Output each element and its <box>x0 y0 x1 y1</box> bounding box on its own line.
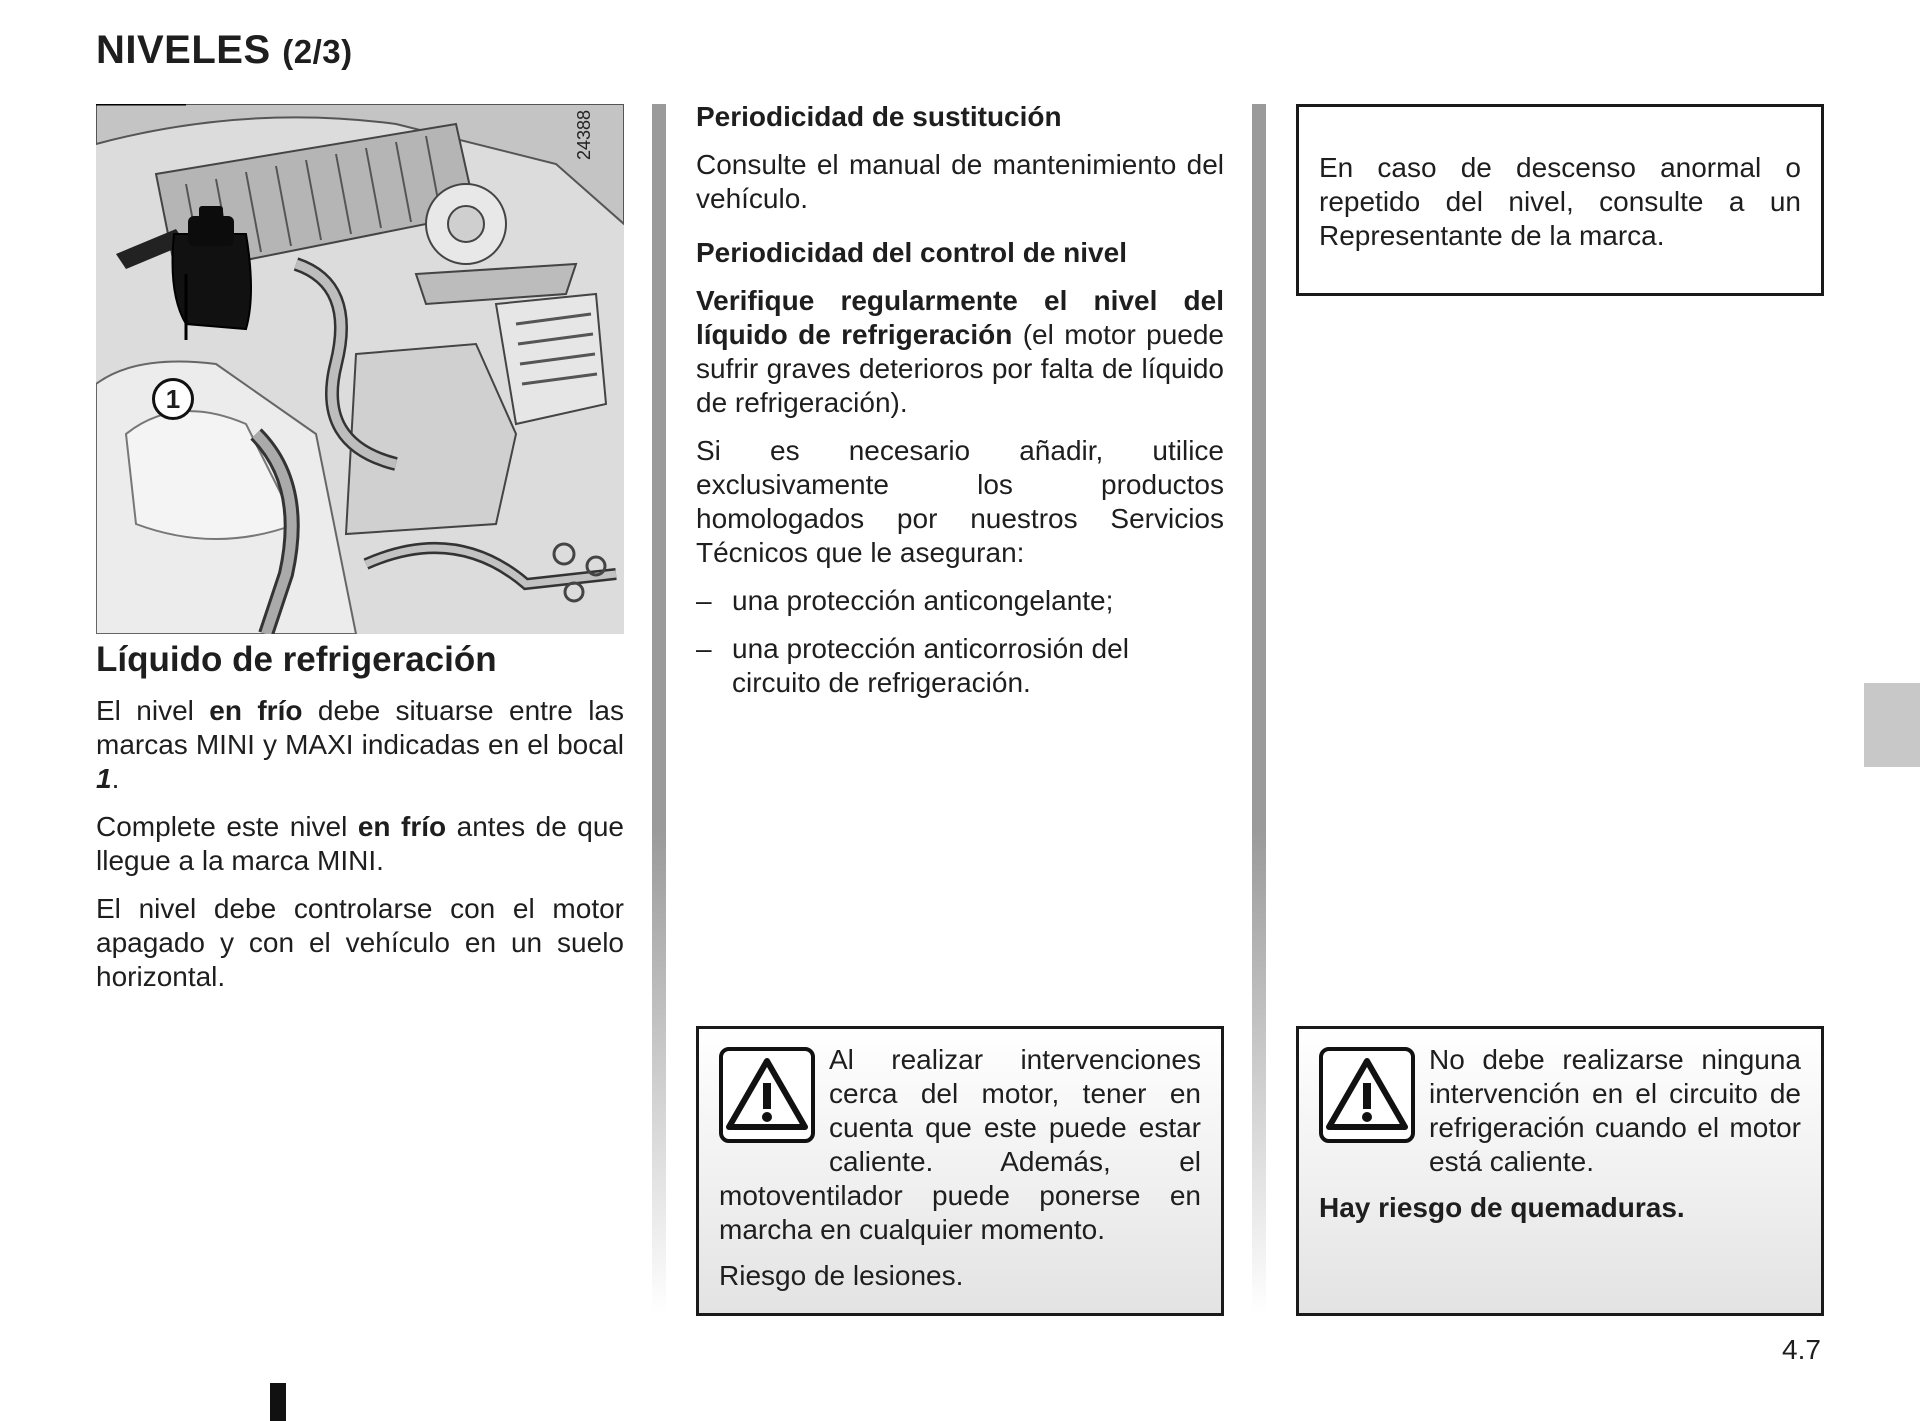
warning-triangle-icon <box>1319 1047 1415 1143</box>
warning-box-burns <box>1296 1026 1824 1316</box>
title-part: (2/3) <box>282 33 353 70</box>
list-item-text: una protección anticongelante; <box>732 585 1114 616</box>
bullet-dash: – <box>696 633 712 664</box>
paragraph-add: Si es necesario añadir, utilice exclusivamente los productos homologados por nuestros Servicios Técnicos que le aseguran: <box>696 435 1224 568</box>
paragraph-complete: Complete este nivel en frío antes de que llegue a la marca MINI. <box>96 811 624 876</box>
section-heading: Líquido de refrigeración <box>96 640 497 679</box>
crop-mark <box>270 1383 286 1421</box>
engine-figure <box>96 104 624 634</box>
paragraph-verify: Verifique regularmente el nivel del líquido de refrigeración (el motor puede sufrir graves deterioros por falta de líquido de refrigeración). <box>696 285 1224 418</box>
page-number: 4.7 <box>1782 1334 1821 1365</box>
bullet-dash: – <box>696 585 712 616</box>
heading-check: Periodicidad del control de nivel <box>696 237 1127 268</box>
warning-risk: Hay riesgo de quemaduras. <box>1319 1192 1685 1223</box>
list-item-text: una protección anticorrosión del circuito de refrigeración. <box>732 633 1129 698</box>
column-divider <box>652 104 666 1314</box>
figure-code: 24388 <box>574 109 594 160</box>
column-divider <box>1252 104 1266 1314</box>
paragraph-manual: Consulte el manual de mantenimiento del vehículo. <box>696 149 1224 214</box>
paragraph-check: El nivel debe controlarse con el motor apagado y con el vehículo en un suelo horizontal. <box>96 893 624 992</box>
coolant-section <box>96 640 624 1008</box>
warning-box-engine-hot <box>696 1026 1224 1316</box>
periodicity-section <box>696 100 1224 714</box>
callout-number: 1 <box>165 384 181 414</box>
note-box <box>1296 104 1824 296</box>
callout-1 <box>152 378 194 420</box>
note-text: En caso de descenso anormal o repetido del nivel, consulte a un Representante de la marca. <box>1319 152 1801 251</box>
page-title <box>96 28 353 73</box>
heading-replacement: Periodicidad de sustitución <box>696 101 1062 132</box>
warning-risk: Riesgo de lesiones. <box>719 1260 964 1291</box>
warning-triangle-icon <box>719 1047 815 1143</box>
warning-text: Al realizar intervenciones cerca del motor, tener en cuenta que este puede estar caliente. Además, el motoventilador puede ponerse en marcha en cualquier momento. <box>719 1044 1201 1245</box>
paragraph-level: El nivel en frío debe situarse entre las marcas MINI y MAXI indicadas en el bocal 1. <box>96 695 625 794</box>
chapter-tab <box>1864 683 1920 767</box>
title-text: NIVELES <box>96 28 271 72</box>
engine-bay-illustration <box>96 104 624 634</box>
list-item <box>696 584 1224 618</box>
list-item <box>696 632 1224 700</box>
warning-text: No debe realizarse ninguna intervención en el circuito de refrigeración cuando el motor está caliente. <box>1429 1044 1801 1177</box>
